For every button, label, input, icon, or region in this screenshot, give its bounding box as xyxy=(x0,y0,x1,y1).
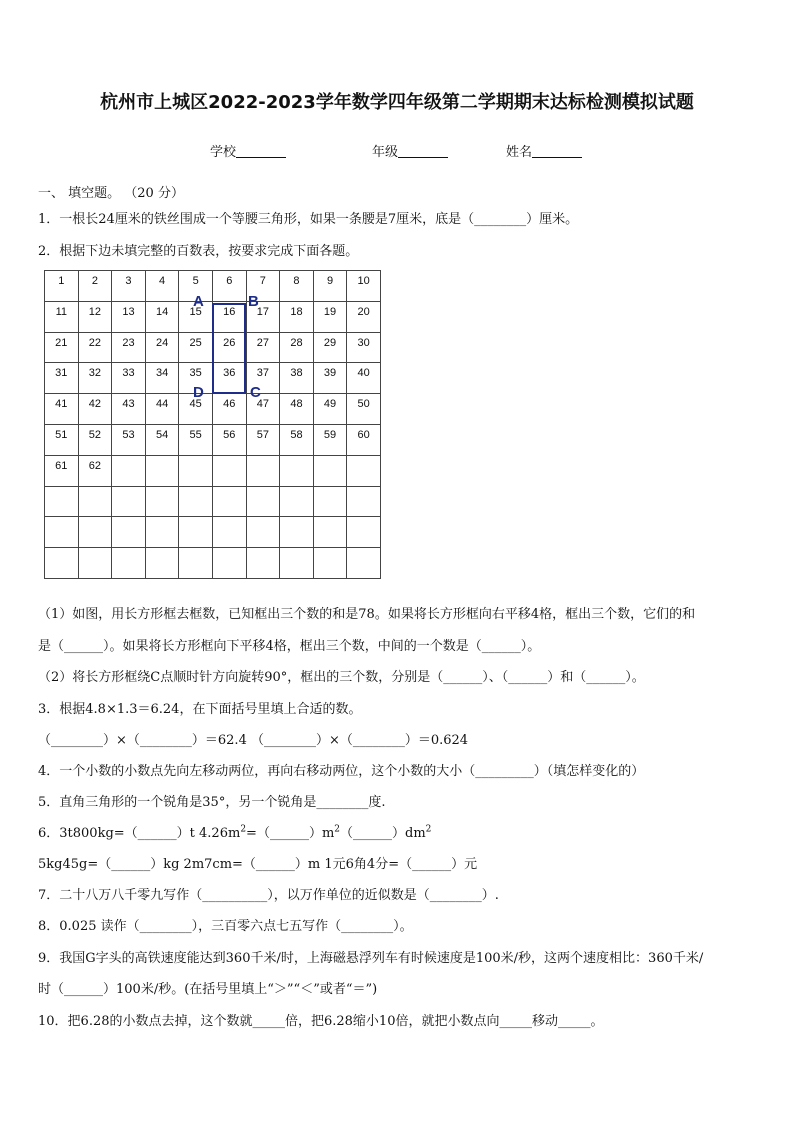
table-cell xyxy=(246,486,280,517)
question-2-part-1-line-1: （1）如图，用长方形框去框数，已知框出三个数的和是78。如果将长方形框向右平移4格，框出三个数，它们的和 xyxy=(38,607,696,622)
table-cell xyxy=(347,486,381,517)
table-cell xyxy=(112,548,146,579)
table-cell: 11 xyxy=(45,301,79,332)
question-1: 1．一根长24厘米的铁丝围成一个等腰三角形，如果一条腰是7厘米，底是（________）厘米。 xyxy=(38,212,579,227)
name-field xyxy=(506,141,582,160)
table-cell: 28 xyxy=(280,332,314,363)
table-cell xyxy=(145,548,179,579)
table-cell xyxy=(45,548,79,579)
table-cell: 41 xyxy=(45,394,79,425)
table-cell: 30 xyxy=(347,332,381,363)
school-blank[interactable] xyxy=(236,145,286,158)
table-cell: 57 xyxy=(246,424,280,455)
q6-part-1: 6．3t800kg=（______）t 4.26m xyxy=(38,826,241,841)
table-cell xyxy=(347,455,381,486)
table-cell: 43 xyxy=(112,394,146,425)
question-5: 5．直角三角形的一个锐角是35°，另一个锐角是________度. xyxy=(38,795,386,810)
table-cell: 5 xyxy=(179,271,213,302)
question-4: 4．一个小数的小数点先向左移动两位，再向右移动两位，这个小数的大小（_________）（填怎样变化的） xyxy=(38,764,645,779)
table-cell xyxy=(179,486,213,517)
q6-sup-3: 2 xyxy=(425,824,432,835)
table-cell: 15 xyxy=(179,301,213,332)
name-label: 姓名 xyxy=(506,145,533,160)
table-cell: 27 xyxy=(246,332,280,363)
table-cell: 34 xyxy=(145,363,179,394)
table-cell: 14 xyxy=(145,301,179,332)
table-cell: 52 xyxy=(78,424,112,455)
table-cell: 19 xyxy=(313,301,347,332)
table-cell: 9 xyxy=(313,271,347,302)
table-cell: 40 xyxy=(347,363,381,394)
table-cell xyxy=(112,455,146,486)
school-label: 学校 xyxy=(210,145,237,160)
table-cell: 60 xyxy=(347,424,381,455)
question-3: 3．根据4.8×1.3＝6.24，在下面括号里填上合适的数。 xyxy=(38,702,362,717)
table-cell: 62 xyxy=(78,455,112,486)
corner-label-a: A xyxy=(193,293,204,310)
question-7: 7．二十八万八千零九写作（__________），以万作单位的近似数是（________）. xyxy=(38,888,499,903)
table-row xyxy=(45,394,381,425)
table-cell: 21 xyxy=(45,332,79,363)
table-cell: 48 xyxy=(280,394,314,425)
table-cell: 44 xyxy=(145,394,179,425)
table-cell xyxy=(145,486,179,517)
table-cell: 8 xyxy=(280,271,314,302)
table-cell: 45 xyxy=(179,394,213,425)
table-cell: 26 xyxy=(212,332,246,363)
corner-label-d: D xyxy=(193,384,204,401)
table-cell: 4 xyxy=(145,271,179,302)
question-2-part-1-line-2: 是（______）。如果将长方形框向下平移4格，框出三个数，中间的一个数是（______）。 xyxy=(38,639,541,654)
grade-field xyxy=(372,141,448,160)
table-cell: 25 xyxy=(179,332,213,363)
table-cell: 38 xyxy=(280,363,314,394)
table-cell: 3 xyxy=(112,271,146,302)
table-cell xyxy=(78,486,112,517)
question-9-line-2: 时（______）100米/秒。(在括号里填上“＞”“＜”或者“＝”) xyxy=(38,982,378,997)
question-2: 2．根据下边未填完整的百数表，按要求完成下面各题。 xyxy=(38,244,359,259)
table-cell: 53 xyxy=(112,424,146,455)
table-cell: 56 xyxy=(212,424,246,455)
table-cell: 23 xyxy=(112,332,146,363)
grade-blank[interactable] xyxy=(398,145,448,158)
table-cell xyxy=(45,517,79,548)
table-cell xyxy=(145,517,179,548)
table-cell: 7 xyxy=(246,271,280,302)
question-6-line-1 xyxy=(38,822,431,841)
table-cell: 12 xyxy=(78,301,112,332)
table-cell: 61 xyxy=(45,455,79,486)
table-cell xyxy=(313,517,347,548)
name-blank[interactable] xyxy=(532,145,582,158)
table-cell: 18 xyxy=(280,301,314,332)
page-title: 杭州市上城区2022-2023学年数学四年级第二学期期末达标检测模拟试题 xyxy=(100,92,694,113)
table-cell: 22 xyxy=(78,332,112,363)
table-cell: 50 xyxy=(347,394,381,425)
table-cell xyxy=(45,486,79,517)
table-cell: 32 xyxy=(78,363,112,394)
table-cell xyxy=(313,486,347,517)
table-cell xyxy=(280,486,314,517)
table-cell xyxy=(145,455,179,486)
table-cell xyxy=(246,548,280,579)
table-cell xyxy=(280,455,314,486)
table-cell xyxy=(179,548,213,579)
table-cell: 49 xyxy=(313,394,347,425)
q6-part-3: （______）dm xyxy=(340,826,426,841)
table-cell xyxy=(313,548,347,579)
question-2-part-2: （2）将长方形框绕C点顺时针方向旋转90°，框出的三个数，分别是（______）、（______）和（______）。 xyxy=(38,670,645,685)
table-cell xyxy=(212,486,246,517)
question-8: 8．0.025 读作（________），三百零六点七五写作（________）。 xyxy=(38,919,413,934)
table-cell xyxy=(212,548,246,579)
table-cell: 55 xyxy=(179,424,213,455)
table-row xyxy=(45,455,381,486)
question-10: 10．把6.28的小数点去掉，这个数就_____倍，把6.28缩小10倍，就把小数点向_____移动_____。 xyxy=(38,1014,604,1029)
question-3-blanks: （________）×（________）＝62.4 （________）×（________）＝0.624 xyxy=(38,733,469,748)
table-cell: 39 xyxy=(313,363,347,394)
table-row xyxy=(45,486,381,517)
table-cell: 47 xyxy=(246,394,280,425)
table-cell xyxy=(280,517,314,548)
table-cell xyxy=(246,517,280,548)
table-cell: 13 xyxy=(112,301,146,332)
q6-sup-1: 2 xyxy=(240,824,247,835)
table-cell xyxy=(212,517,246,548)
section-heading: 一、 填空题。 （20 分） xyxy=(38,186,184,201)
table-cell: 58 xyxy=(280,424,314,455)
table-cell: 24 xyxy=(145,332,179,363)
table-cell xyxy=(179,455,213,486)
table-cell: 42 xyxy=(78,394,112,425)
corner-label-b: B xyxy=(248,293,259,310)
table-cell xyxy=(78,548,112,579)
table-cell: 31 xyxy=(45,363,79,394)
table-cell xyxy=(347,548,381,579)
table-row xyxy=(45,424,381,455)
table-cell: 29 xyxy=(313,332,347,363)
selection-rectangle xyxy=(212,303,246,394)
table-cell: 54 xyxy=(145,424,179,455)
table-cell: 59 xyxy=(313,424,347,455)
table-cell: 33 xyxy=(112,363,146,394)
table-cell: 2 xyxy=(78,271,112,302)
table-cell: 16 xyxy=(212,301,246,332)
table-cell xyxy=(112,517,146,548)
grade-label: 年级 xyxy=(372,145,399,160)
table-cell: 20 xyxy=(347,301,381,332)
table-cell xyxy=(112,486,146,517)
table-cell xyxy=(347,517,381,548)
corner-label-c: C xyxy=(250,384,261,401)
table-row xyxy=(45,271,381,302)
table-cell xyxy=(313,455,347,486)
table-cell: 17 xyxy=(246,301,280,332)
table-cell xyxy=(246,455,280,486)
table-row xyxy=(45,517,381,548)
school-field xyxy=(210,141,286,160)
question-6-line-2: 5kg45g=（______）kg 2m7cm=（______）m 1元6角4分=（______）元 xyxy=(38,857,478,872)
q6-sup-2: 2 xyxy=(334,824,341,835)
table-cell: 1 xyxy=(45,271,79,302)
table-cell xyxy=(212,455,246,486)
table-cell: 35 xyxy=(179,363,213,394)
table-cell: 10 xyxy=(347,271,381,302)
question-9-line-1: 9．我国G字头的高铁速度能达到360千米/时，上海磁悬浮列车有时候速度是100米/秒，这两个速度相比：360千米/ xyxy=(38,951,704,966)
table-cell: 6 xyxy=(212,271,246,302)
table-cell xyxy=(78,517,112,548)
table-cell: 51 xyxy=(45,424,79,455)
table-row xyxy=(45,548,381,579)
q6-part-2: =（______）m xyxy=(246,826,335,841)
table-cell: 36 xyxy=(212,363,246,394)
table-cell: 46 xyxy=(212,394,246,425)
table-cell xyxy=(179,517,213,548)
table-cell: 37 xyxy=(246,363,280,394)
table-cell xyxy=(280,548,314,579)
